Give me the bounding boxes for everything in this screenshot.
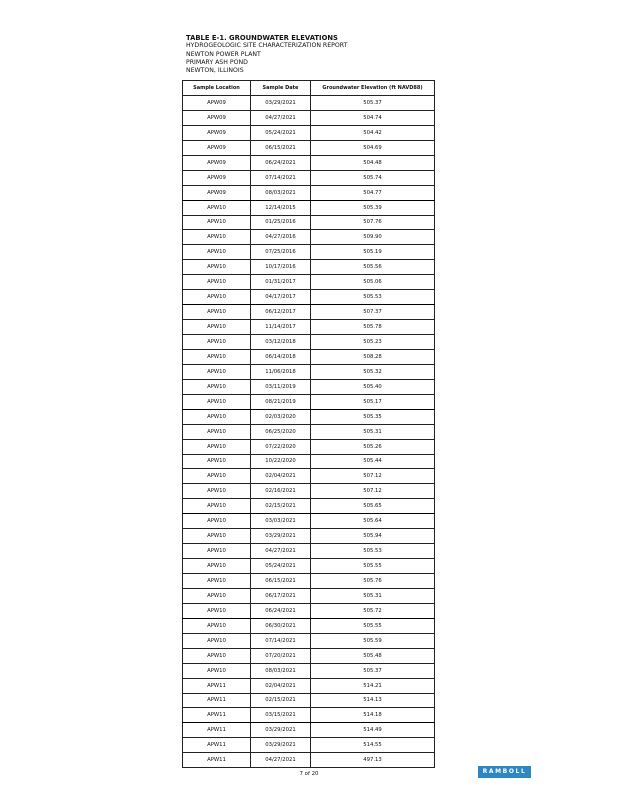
cell-sample-location: APW10 [183,394,251,409]
cell-sample-date: 02/04/2021 [251,678,311,693]
cell-sample-date: 03/15/2021 [251,708,311,723]
cell-sample-location: APW10 [183,275,251,290]
cell-sample-date: 03/11/2019 [251,379,311,394]
cell-sample-date: 06/12/2017 [251,305,311,320]
cell-groundwater-elevation: 508.28 [311,349,435,364]
cell-sample-date: 03/29/2021 [251,723,311,738]
table-row [183,215,435,230]
cell-sample-date: 06/14/2018 [251,349,311,364]
cell-sample-location: APW10 [183,618,251,633]
cell-groundwater-elevation: 505.53 [311,290,435,305]
column-header-groundwater-elevation: Groundwater Elevation (ft NAVD88) [311,81,435,96]
site-location: NEWTON, ILLINOIS [186,67,244,75]
table-row [183,349,435,364]
cell-sample-date: 03/29/2021 [251,96,311,111]
cell-sample-location: APW09 [183,155,251,170]
table-row [183,275,435,290]
table-row [183,618,435,633]
table-row [183,484,435,499]
table-row [183,185,435,200]
cell-groundwater-elevation: 505.56 [311,260,435,275]
cell-sample-location: APW09 [183,185,251,200]
cell-sample-date: 11/06/2018 [251,364,311,379]
cell-groundwater-elevation: 504.48 [311,155,435,170]
cell-sample-location: APW10 [183,588,251,603]
cell-groundwater-elevation: 504.69 [311,140,435,155]
cell-sample-location: APW10 [183,633,251,648]
cell-sample-location: APW10 [183,424,251,439]
cell-sample-date: 06/15/2021 [251,574,311,589]
cell-sample-location: APW10 [183,484,251,499]
cell-sample-location: APW11 [183,693,251,708]
cell-groundwater-elevation: 514.18 [311,708,435,723]
cell-groundwater-elevation: 504.77 [311,185,435,200]
column-header-sample-date: Sample Date [251,81,311,96]
cell-sample-location: APW10 [183,574,251,589]
cell-sample-location: APW11 [183,723,251,738]
table-header [186,34,347,75]
table-row [183,514,435,529]
table-row [183,290,435,305]
cell-sample-location: APW10 [183,200,251,215]
cell-groundwater-elevation: 505.94 [311,529,435,544]
cell-sample-location: APW10 [183,305,251,320]
cell-sample-date: 07/20/2021 [251,648,311,663]
report-title: HYDROGEOLOGIC SITE CHARACTERIZATION REPORT [186,42,348,50]
table-row [183,559,435,574]
table-row [183,723,435,738]
table-row [183,230,435,245]
cell-sample-date: 02/03/2020 [251,409,311,424]
cell-sample-date: 06/15/2021 [251,140,311,155]
cell-sample-date: 06/30/2021 [251,618,311,633]
table-row [183,125,435,140]
cell-groundwater-elevation: 505.39 [311,200,435,215]
table-row [183,320,435,335]
cell-sample-location: APW10 [183,603,251,618]
table-row [183,574,435,589]
cell-sample-location: APW10 [183,260,251,275]
cell-sample-location: APW10 [183,230,251,245]
cell-groundwater-elevation: 504.74 [311,110,435,125]
cell-sample-location: APW09 [183,125,251,140]
cell-groundwater-elevation: 505.40 [311,379,435,394]
cell-sample-date: 07/25/2016 [251,245,311,260]
column-header-sample-location: Sample Location [183,81,251,96]
table-row [183,708,435,723]
cell-sample-location: APW09 [183,170,251,185]
table-row [183,364,435,379]
cell-sample-location: APW11 [183,708,251,723]
table-title: TABLE E-1. GROUNDWATER ELEVATIONS [186,34,338,42]
cell-sample-location: APW10 [183,335,251,350]
cell-sample-date: 04/17/2017 [251,290,311,305]
table-row [183,603,435,618]
cell-sample-date: 06/24/2021 [251,155,311,170]
ramboll-logo: RAMBOLL [478,766,531,778]
cell-sample-date: 07/14/2021 [251,170,311,185]
cell-sample-date: 08/03/2021 [251,663,311,678]
cell-sample-date: 12/14/2015 [251,200,311,215]
table-row [183,648,435,663]
table-row [183,469,435,484]
cell-groundwater-elevation: 497.13 [311,753,435,768]
cell-groundwater-elevation: 514.13 [311,693,435,708]
table-row [183,753,435,768]
cell-sample-date: 10/17/2016 [251,260,311,275]
table-row [183,693,435,708]
table-body [183,96,435,768]
groundwater-elevation-table [182,80,435,768]
cell-sample-location: APW11 [183,738,251,753]
table-header-row [183,81,435,96]
cell-groundwater-elevation: 507.76 [311,215,435,230]
cell-groundwater-elevation: 514.55 [311,738,435,753]
cell-groundwater-elevation: 505.37 [311,663,435,678]
table-row [183,499,435,514]
cell-groundwater-elevation: 505.23 [311,335,435,350]
cell-groundwater-elevation: 505.06 [311,275,435,290]
cell-sample-location: APW10 [183,364,251,379]
cell-sample-date: 08/03/2021 [251,185,311,200]
cell-sample-location: APW10 [183,245,251,260]
table-row [183,200,435,215]
cell-sample-location: APW10 [183,544,251,559]
table-row [183,140,435,155]
cell-sample-date: 03/29/2021 [251,529,311,544]
cell-groundwater-elevation: 514.21 [311,678,435,693]
cell-sample-location: APW10 [183,648,251,663]
cell-sample-location: APW11 [183,753,251,768]
cell-sample-date: 02/04/2021 [251,469,311,484]
cell-groundwater-elevation: 514.49 [311,723,435,738]
cell-sample-date: 04/27/2016 [251,230,311,245]
cell-sample-location: APW10 [183,409,251,424]
cell-sample-location: APW10 [183,439,251,454]
table-row [183,170,435,185]
cell-groundwater-elevation: 505.53 [311,544,435,559]
table-row [183,155,435,170]
cell-groundwater-elevation: 505.26 [311,439,435,454]
cell-groundwater-elevation: 504.42 [311,125,435,140]
table-row [183,678,435,693]
cell-groundwater-elevation: 505.17 [311,394,435,409]
table-row [183,409,435,424]
cell-groundwater-elevation: 505.55 [311,559,435,574]
cell-sample-location: APW10 [183,529,251,544]
table-row [183,245,435,260]
table-row [183,544,435,559]
cell-sample-date: 03/03/2021 [251,514,311,529]
cell-groundwater-elevation: 505.31 [311,588,435,603]
cell-sample-location: APW10 [183,663,251,678]
cell-sample-date: 02/15/2021 [251,693,311,708]
cell-groundwater-elevation: 507.37 [311,305,435,320]
cell-sample-date: 06/17/2021 [251,588,311,603]
cell-sample-date: 06/25/2020 [251,424,311,439]
unit-name: PRIMARY ASH POND [186,58,248,66]
cell-sample-date: 03/12/2018 [251,335,311,350]
cell-groundwater-elevation: 505.76 [311,574,435,589]
table-row [183,110,435,125]
cell-sample-date: 02/16/2021 [251,484,311,499]
cell-groundwater-elevation: 505.64 [311,514,435,529]
cell-groundwater-elevation: 507.12 [311,469,435,484]
table-row [183,454,435,469]
cell-sample-location: APW11 [183,678,251,693]
cell-groundwater-elevation: 505.37 [311,96,435,111]
cell-groundwater-elevation: 505.78 [311,320,435,335]
table-row [183,305,435,320]
cell-sample-date: 11/14/2017 [251,320,311,335]
cell-sample-location: APW10 [183,514,251,529]
cell-sample-location: APW10 [183,559,251,574]
cell-groundwater-elevation: 505.44 [311,454,435,469]
cell-sample-location: APW09 [183,96,251,111]
cell-sample-date: 05/24/2021 [251,125,311,140]
table-row [183,529,435,544]
table-row [183,633,435,648]
cell-groundwater-elevation: 505.31 [311,424,435,439]
cell-sample-date: 01/31/2017 [251,275,311,290]
table-row [183,588,435,603]
cell-sample-location: APW10 [183,469,251,484]
cell-groundwater-elevation: 509.90 [311,230,435,245]
table-row [183,379,435,394]
cell-groundwater-elevation: 505.32 [311,364,435,379]
cell-sample-location: APW10 [183,379,251,394]
table-row [183,260,435,275]
cell-sample-date: 04/27/2021 [251,110,311,125]
page-number: 7 of 20 [299,771,319,777]
cell-sample-location: APW10 [183,499,251,514]
cell-groundwater-elevation: 505.35 [311,409,435,424]
cell-sample-location: APW09 [183,110,251,125]
cell-groundwater-elevation: 505.59 [311,633,435,648]
cell-sample-date: 08/21/2019 [251,394,311,409]
cell-sample-date: 02/15/2021 [251,499,311,514]
cell-sample-date: 06/24/2021 [251,603,311,618]
cell-groundwater-elevation: 505.48 [311,648,435,663]
table-row [183,335,435,350]
cell-sample-date: 04/27/2021 [251,544,311,559]
cell-sample-date: 04/27/2021 [251,753,311,768]
cell-sample-date: 07/14/2021 [251,633,311,648]
cell-sample-date: 03/29/2021 [251,738,311,753]
cell-groundwater-elevation: 505.55 [311,618,435,633]
cell-sample-location: APW10 [183,215,251,230]
cell-sample-date: 01/25/2016 [251,215,311,230]
cell-groundwater-elevation: 505.72 [311,603,435,618]
cell-sample-date: 10/22/2020 [251,454,311,469]
cell-groundwater-elevation: 505.74 [311,170,435,185]
cell-sample-location: APW09 [183,140,251,155]
cell-sample-location: APW10 [183,290,251,305]
cell-groundwater-elevation: 507.12 [311,484,435,499]
cell-groundwater-elevation: 505.19 [311,245,435,260]
table-row [183,439,435,454]
cell-sample-date: 05/24/2021 [251,559,311,574]
table-row [183,663,435,678]
cell-sample-location: APW10 [183,454,251,469]
table-row [183,424,435,439]
table-row [183,96,435,111]
cell-groundwater-elevation: 505.65 [311,499,435,514]
cell-sample-location: APW10 [183,349,251,364]
table-row [183,738,435,753]
table-row [183,394,435,409]
cell-sample-date: 07/22/2020 [251,439,311,454]
site-name: NEWTON POWER PLANT [186,50,261,58]
cell-sample-location: APW10 [183,320,251,335]
